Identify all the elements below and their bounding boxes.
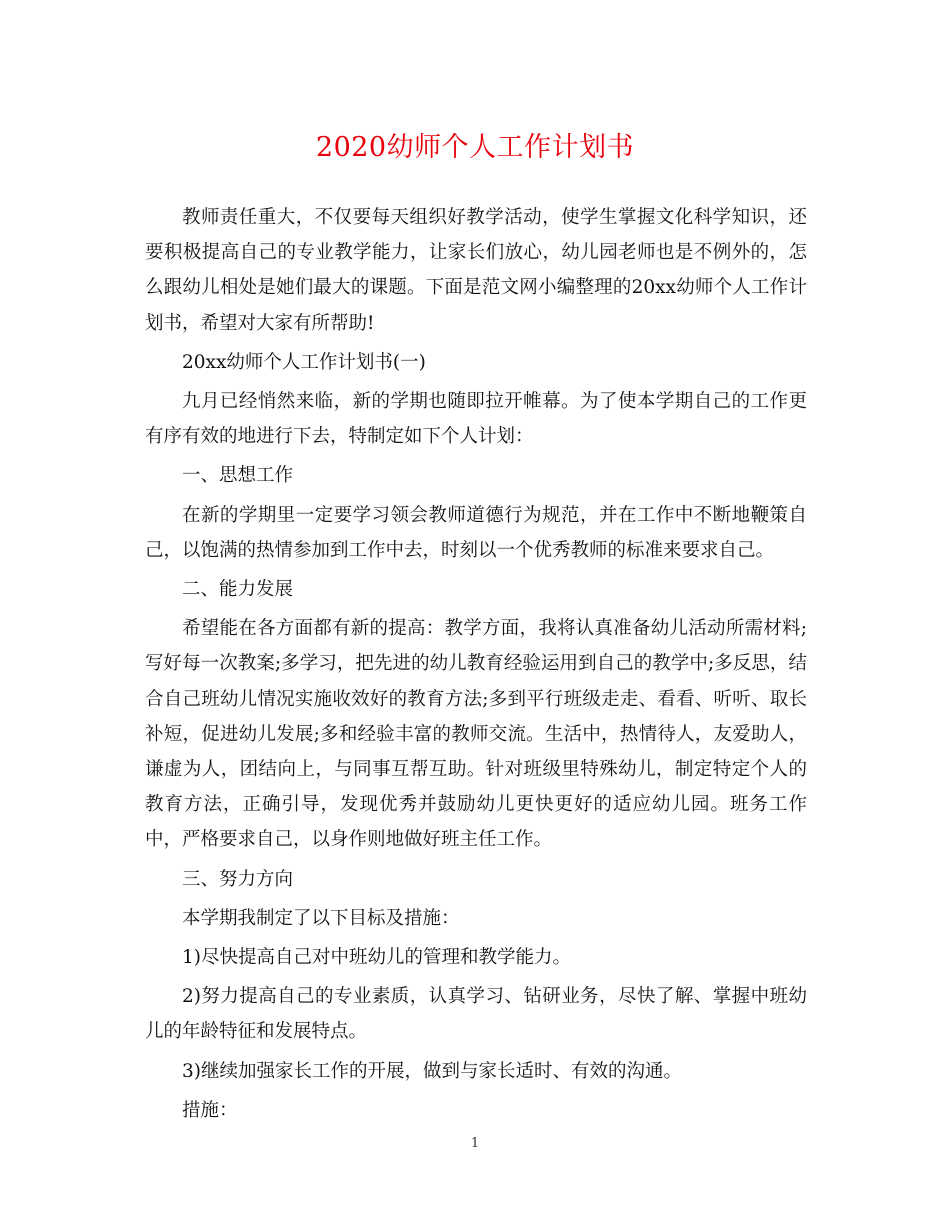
- heading-ability-development: 二、能力发展: [182, 579, 294, 601]
- ability-paragraph: 希望能在各方面都有新的提高：教学方面，我将认真准备幼儿活动所需材料;写好每一次教案;多学习，把先进的幼儿教育经验运用到自己的教学中;多反思，结合自己班幼儿情况实施收效好的教育方法;多到平行班级走走、看看、听听、取长补短，促进幼儿发展;多和经验丰富的教师交流。生活中，热情待人，友爱助人，谦虚为人，团结向上，与同事互帮互助。针对班级里特殊幼儿，制定特定个人的教育方法，正确引导，发现优秀并鼓励幼儿更快更好的适应幼儿园。班务工作中，严格要求自己，以身作则地做好班主任工作。: [145, 618, 807, 851]
- ideology-paragraph: 在新的学期里一定要学习领会教师道德行为规范，并在工作中不断地鞭策自己，以饱满的热情参加到工作中去，时刻以一个优秀教师的标准来要求自己。: [145, 504, 807, 561]
- goal-item-3: 3)继续加强家长工作的开展，做到与家长适时、有效的沟通。: [182, 1060, 682, 1082]
- heading-effort-direction: 三、努力方向: [182, 868, 294, 890]
- document-title: 2020幼师个人工作计划书: [315, 132, 635, 163]
- opening-paragraph: 九月已经悄然来临，新的学期也随即拉开帷幕。为了使本学期自己的工作更有序有效的地进行下去，特制定如下个人计划：: [145, 391, 807, 448]
- page-number: 1: [470, 1136, 480, 1151]
- heading-ideology-work: 一、思想工作: [182, 465, 294, 487]
- goal-item-1: 1)尽快提高自己对中班幼儿的管理和教学能力。: [182, 947, 571, 969]
- intro-paragraph: 教师责任重大，不仅要每天组织好教学活动，使学生掌握文化科学知识，还要积极提高自己的专业教学能力，让家长们放心，幼儿园老师也是不例外的，怎么跟幼儿相处是她们最大的课题。下面是范文网小编整理的20xx幼师个人工作计划书，希望对大家有所帮助!: [145, 207, 807, 334]
- goals-intro: 本学期我制定了以下目标及措施：: [182, 907, 460, 929]
- goal-item-2: 2)努力提高自己的专业素质，认真学习、钻研业务，尽快了解、掌握中班幼儿的年龄特征和发展特点。: [145, 986, 807, 1043]
- measures-heading: 措施：: [182, 1099, 238, 1121]
- section-heading-plan-one: 20xx幼师个人工作计划书(一): [182, 351, 426, 373]
- document-body: [145, 200, 807, 1132]
